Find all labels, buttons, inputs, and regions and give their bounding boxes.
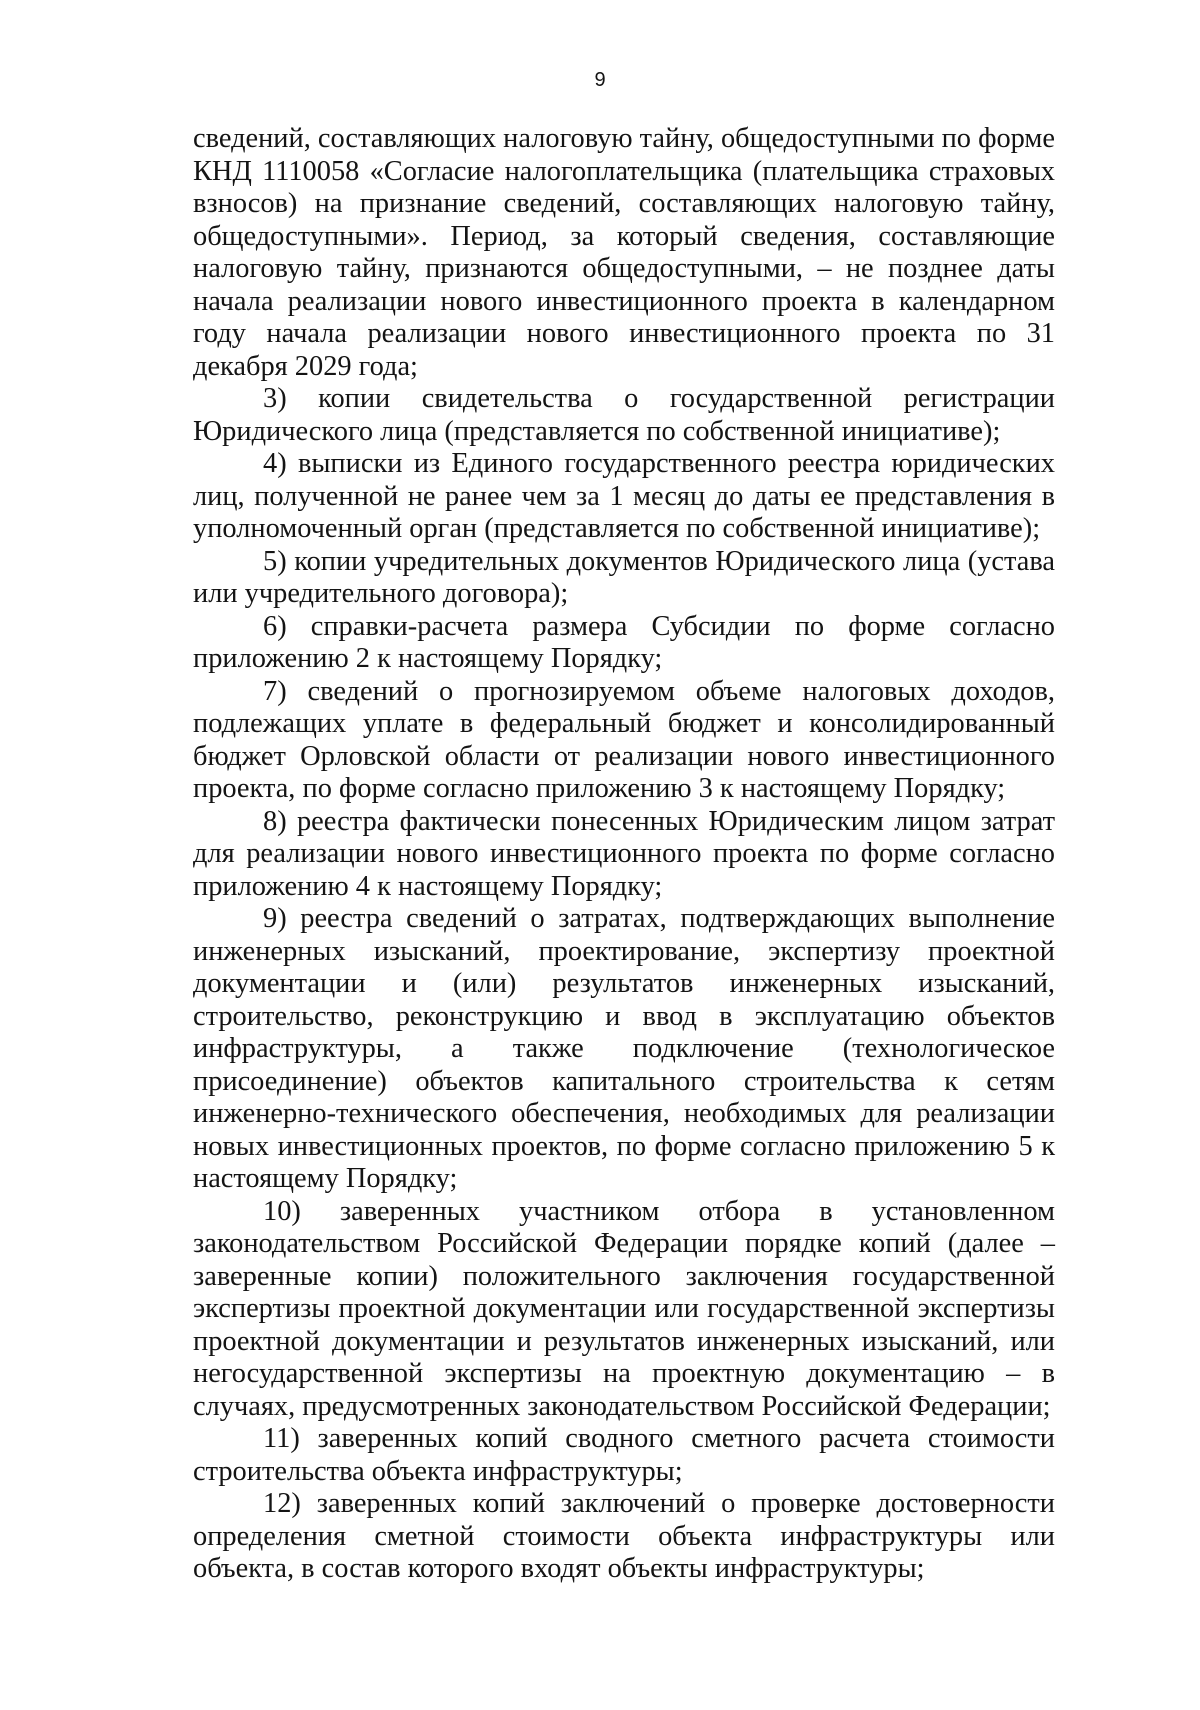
paragraph-item-10: 10) заверенных участником отбора в установленном законодательством Российской Федерации порядке копий (далее – заверенные копии) положительного заключения государственной экспертизы проектной документации или государственной экспертизы проектной документации и результатов инженерных изысканий, или негосударственной экспертизы на проектную документацию – в случаях, предусмотренных законодательством Российской Федерации; [193,1195,1055,1422]
paragraph-item-12: 12) заверенных копий заключений о проверке достоверности определения сметной стоимости объекта инфраструктуры или объекта, в состав которого входят объекты инфраструктуры; [193,1488,1055,1584]
paragraph-item-11: 11) заверенных копий сводного сметного расчета стоимости строительства объекта инфраструктуры; [193,1423,1055,1487]
paragraph-item-3: 3) копии свидетельства о государственной регистрации Юридического лица (представляется по собственной инициативе); [193,383,1055,447]
paragraph-item-9: 9) реестра сведений о затратах, подтверждающих выполнение инженерных изысканий, проектирование, экспертизу проектной документации и (или) результатов инженерных изысканий, строительство, реконструкцию и ввод в эксплуатацию объектов инфраструктуры, а также подключение (технологическое присоединение) объектов капитального строительства к сетям инженерно-технического обеспечения, необходимых для реализации новых инвестиционных проектов, по форме согласно приложению 5 к настоящему Порядку; [193,903,1055,1194]
paragraph-item-5: 5) копии учредительных документов Юридического лица (устава или учредительного договора); [193,545,1055,609]
paragraph-item-6: 6) справки-расчета размера Субсидии по форме согласно приложению 2 к настоящему Порядку; [193,610,1055,674]
paragraph-item-7: 7) сведений о прогнозируемом объеме налоговых доходов, подлежащих уплате в федеральный бюджет и консолидированный бюджет Орловской области от реализации нового инвестиционного проекта, по форме согласно приложению 3 к настоящему Порядку; [193,675,1055,804]
paragraph-item-4: 4) выписки из Единого государственного реестра юридических лиц, полученной не ранее чем за 1 месяц до даты ее представления в уполномоченный орган (представляется по собственной инициативе); [193,448,1055,544]
paragraph-item-8: 8) реестра фактически понесенных Юридическим лицом затрат для реализации нового инвестиционного проекта по форме согласно приложению 4 к настоящему Порядку; [193,805,1055,902]
paragraph-continuation: сведений, составляющих налоговую тайну, общедоступными по форме КНД 1110058 «Согласие налогоплательщика (плательщика страховых взносов) на признание сведений, составляющих налоговую тайну, общедоступными». Период, за который сведения, составляющие налоговую тайну, признаются общедоступными, – не позднее даты начала реализации нового инвестиционного проекта в календарном году начала реализации нового инвестиционного проекта по 31 декабря 2029 года; [193,123,1055,382]
page-number: 9 [594,69,606,91]
document-body [193,123,1055,1586]
